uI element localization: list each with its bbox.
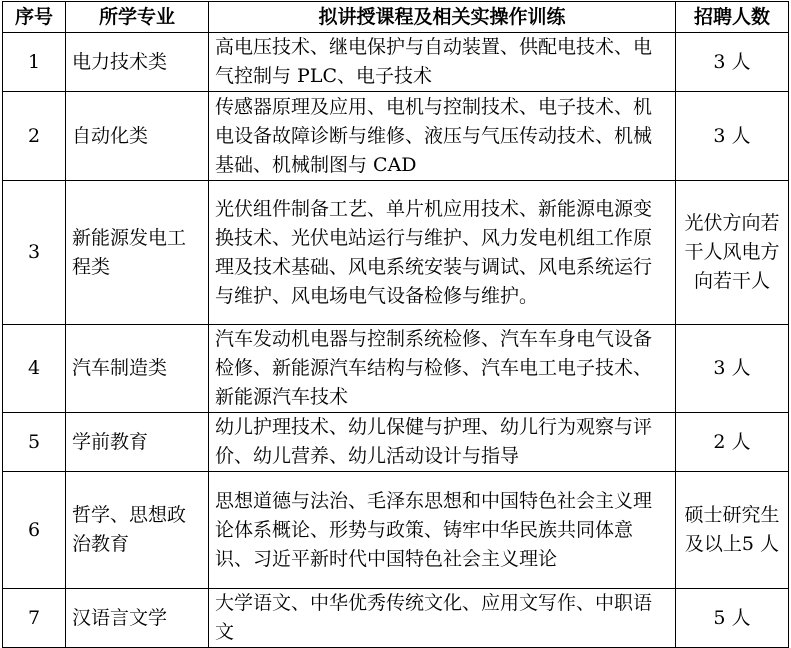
row-courses: 汽车发动机电器与控制系统检修、汽车车身电气设备检修、新能源汽车结构与检修、汽车电工电子技术、新能源汽车技术	[209, 325, 676, 413]
row-courses: 幼儿护理技术、幼儿保健与护理、幼儿行为观察与评价、幼儿营养、幼儿活动设计与指导	[209, 413, 676, 472]
row-courses: 思想道德与法治、毛泽东思想和中国特色社会主义理论体系概论、形势与政策、铸牢中华民族共同体意识、习近平新时代中国特色社会主义理论	[209, 472, 676, 589]
row-major: 电力技术类	[66, 33, 209, 92]
row-no: 3	[3, 181, 66, 325]
table-row	[3, 181, 789, 325]
row-courses: 高电压技术、继电保护与自动装置、供配电技术、电气控制与 PLC、电子技术	[209, 33, 676, 92]
table-row	[3, 413, 789, 472]
row-no: 2	[3, 92, 66, 181]
row-count: 3 人	[676, 325, 789, 413]
row-courses: 光伏组件制备工艺、单片机应用技术、新能源电源变换技术、光伏电站运行与维护、风力发电机组工作原理及技术基础、风电系统安装与调试、风电系统运行与维护、风电场电气设备检修与维护。	[209, 181, 676, 325]
header-major: 所学专业	[66, 2, 209, 33]
table-row	[3, 92, 789, 181]
table-row	[3, 33, 789, 92]
table-row	[3, 589, 789, 648]
row-major: 汉语言文学	[66, 589, 209, 648]
header-no: 序号	[3, 2, 66, 33]
row-count: 3 人	[676, 33, 789, 92]
row-no: 6	[3, 472, 66, 589]
row-count: 2 人	[676, 413, 789, 472]
row-count: 硕士研究生及以上5 人	[676, 472, 789, 589]
table-header-row	[3, 2, 789, 33]
row-count: 3 人	[676, 92, 789, 181]
row-major: 学前教育	[66, 413, 209, 472]
row-major: 哲学、思想政治教育	[66, 472, 209, 589]
row-courses: 大学语文、中华优秀传统文化、应用文写作、中职语文	[209, 589, 676, 648]
recruitment-table	[2, 1, 789, 648]
header-courses: 拟讲授课程及相关实操作训练	[209, 2, 676, 33]
row-no: 5	[3, 413, 66, 472]
header-count: 招聘人数	[676, 2, 789, 33]
row-major: 汽车制造类	[66, 325, 209, 413]
row-major: 新能源发电工程类	[66, 181, 209, 325]
row-courses: 传感器原理及应用、电机与控制技术、电子技术、机电设备故障诊断与维修、液压与气压传动技术、机械基础、机械制图与 CAD	[209, 92, 676, 181]
row-no: 4	[3, 325, 66, 413]
row-no: 1	[3, 33, 66, 92]
row-major: 自动化类	[66, 92, 209, 181]
table-row	[3, 325, 789, 413]
row-count: 光伏方向若干人风电方向若干人	[676, 181, 789, 325]
row-no: 7	[3, 589, 66, 648]
row-count: 5 人	[676, 589, 789, 648]
table-row	[3, 472, 789, 589]
